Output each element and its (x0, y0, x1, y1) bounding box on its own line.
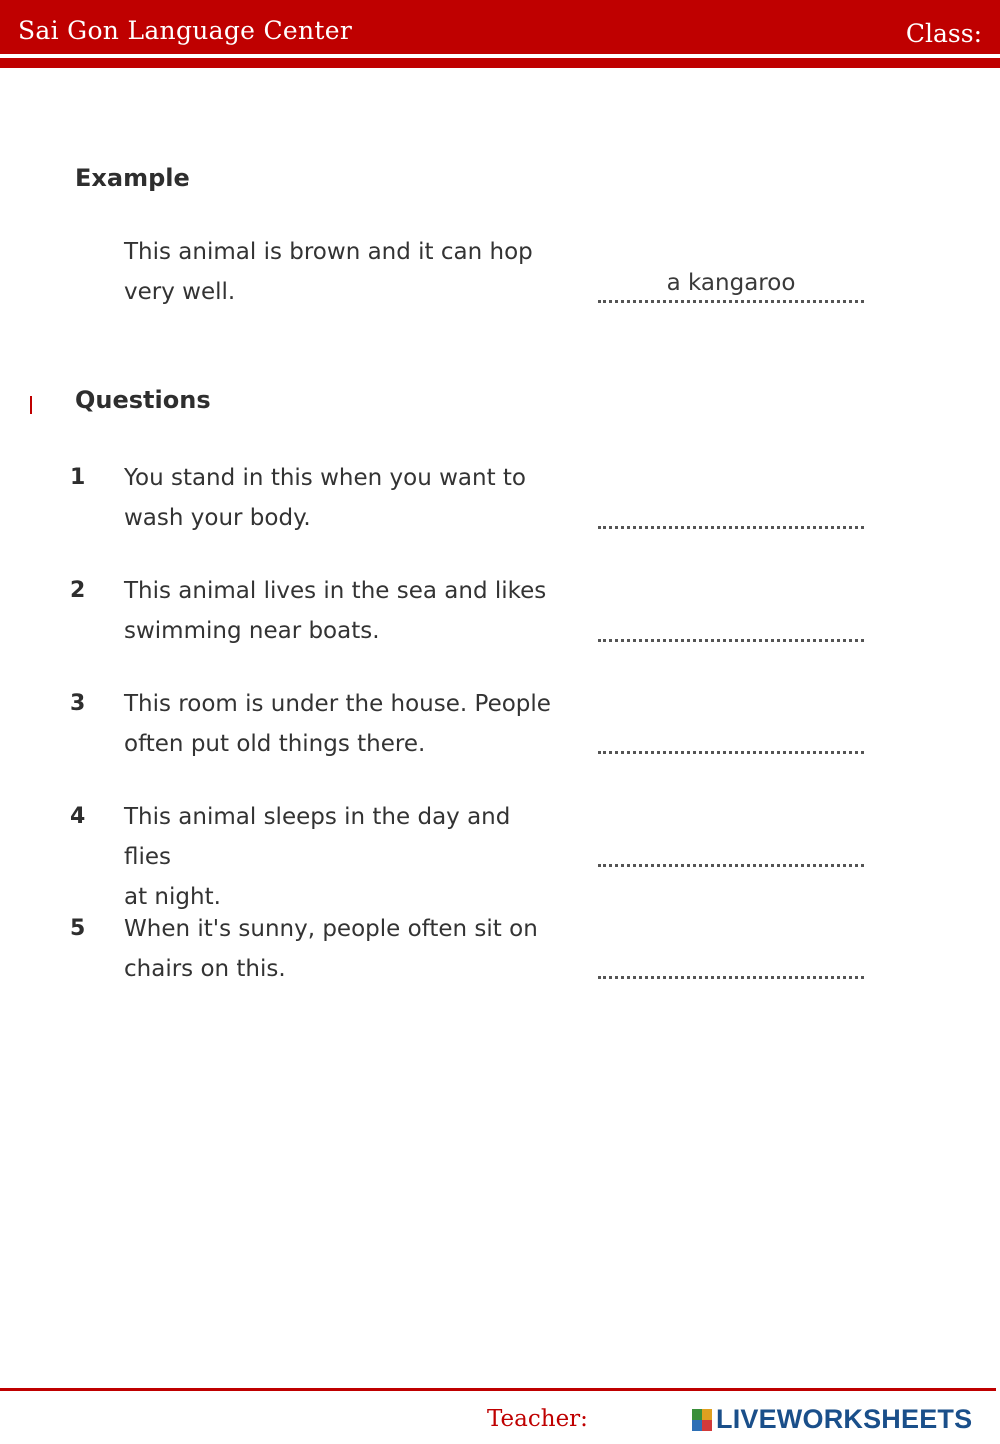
question-text-line: You stand in this when you want to (124, 465, 526, 491)
question-text-line: chairs on this. (124, 956, 286, 982)
header-divider (0, 58, 1000, 68)
question-text (124, 458, 554, 538)
example-text-line: very well. (124, 279, 236, 305)
logo-text: LIVEWORKSHEETS (716, 1404, 973, 1434)
question-text (124, 909, 554, 989)
logo-mark-icon (692, 1409, 712, 1431)
answer-field-1[interactable] (598, 526, 864, 529)
answer-field-5[interactable] (598, 976, 864, 979)
answer-field-4[interactable] (598, 864, 864, 867)
question-text-line: This room is under the house. People (124, 691, 551, 717)
question-number: 5 (70, 916, 86, 941)
liveworksheets-logo (692, 1404, 972, 1435)
question-text-line: at night. (124, 884, 221, 910)
question-number: 2 (70, 578, 86, 603)
example-heading: Example (75, 164, 190, 192)
example-text (124, 232, 554, 312)
answer-field-2[interactable] (598, 639, 864, 642)
margin-mark (30, 396, 32, 414)
question-text-line: This animal lives in the sea and likes (124, 578, 547, 604)
question-number: 1 (70, 465, 86, 490)
question-text (124, 571, 554, 651)
class-label: Class: (905, 19, 982, 48)
answer-field-3[interactable] (598, 751, 864, 754)
teacher-label: Teacher: (487, 1406, 588, 1432)
question-text-line: This animal sleeps in the day and flies (124, 804, 511, 870)
question-text-line: When it's sunny, people often sit on (124, 916, 538, 942)
example-answer: a kangaroo (666, 270, 796, 296)
question-number: 3 (70, 691, 86, 716)
question-text (124, 797, 554, 917)
questions-heading: Questions (75, 386, 211, 414)
question-text-line: swimming near boats. (124, 618, 380, 644)
example-answer-line (598, 300, 864, 303)
center-name: Sai Gon Language Center (18, 16, 353, 45)
question-text-line: often put old things there. (124, 731, 426, 757)
question-number: 4 (70, 804, 86, 829)
example-text-line: This animal is brown and it can hop (124, 239, 533, 265)
footer-divider (0, 1388, 996, 1391)
question-text-line: wash your body. (124, 505, 311, 531)
question-text (124, 684, 554, 764)
